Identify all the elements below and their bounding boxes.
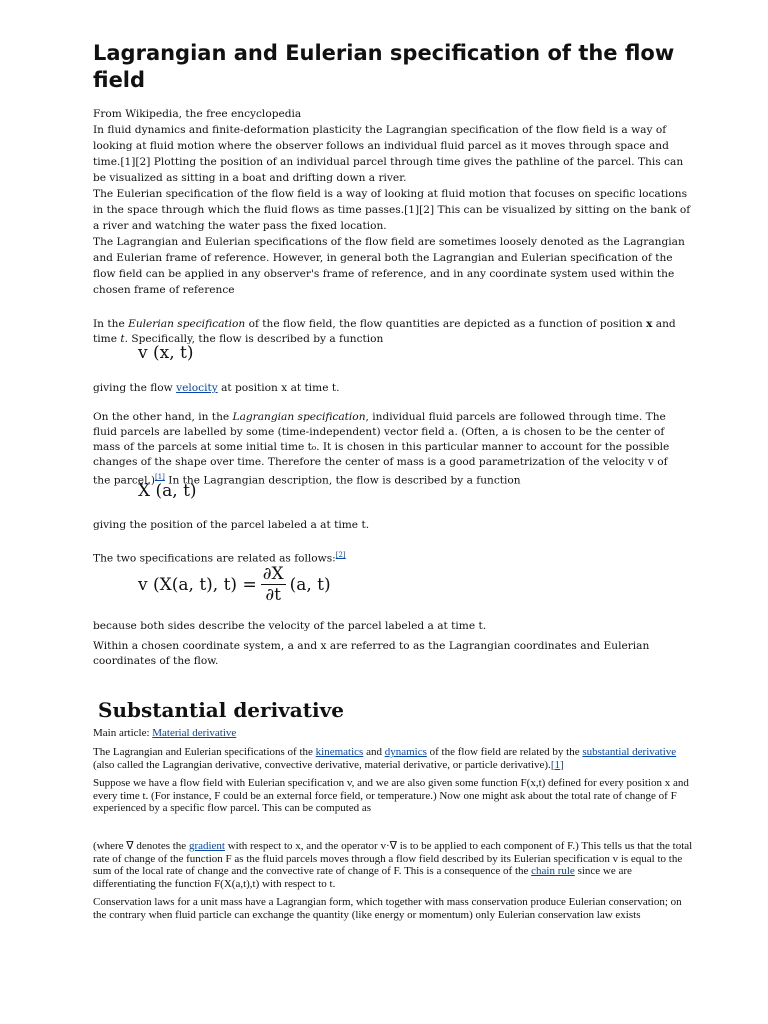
eulerian-intro: In the Eulerian specification of the flow field, the flow quantities are depicted as a function of position x and time t. Specifically, the flow is described by a function	[93, 318, 676, 345]
within-text: Within a chosen coordinate system, a and x are referred to as the Lagrangian coordinates and Eulerian coordinates of the flow.	[93, 640, 650, 667]
substantial-paragraph-2: Suppose we have a flow field with Eulerian specification v, and we are also given some function F(x,t) defined for every position x and every time t. (For instance, F could be an external force field, or temperature.) Now one might ask about the total rate of change of F experienced by a specific flow parcel. This can be computed as	[93, 777, 689, 814]
reference-link-3[interactable]: [1]	[550, 758, 564, 771]
formula-lhs: v (X(a, t), t) =	[138, 574, 257, 595]
gradient-link[interactable]: gradient	[188, 840, 225, 852]
intro-paragraph-1: In fluid dynamics and finite-deformation plasticity the Lagrangian specification of the flow field is a way of looking at fluid motion where the observer follows an individual fluid parcel as it moves through space and time.[1][2] Plotting the position of an individual parcel through time gives the pathline of the parcel. This can be visualized as sitting in a boat and drifting down a river.	[93, 124, 684, 184]
source-line: From Wikipedia, the free encyclopedia	[93, 108, 302, 120]
substantial-paragraph-4: Conservation laws for a unit mass have a Lagrangian form, which together with mass conservation produce Eulerian conservation; on the contrary when fluid particle can exchange the quantity (like energy or momentum) only Eulerian conservation law exists	[93, 896, 682, 921]
lagrangian-formula: X (a, t)	[138, 481, 197, 501]
kinematics-link[interactable]: kinematics	[315, 746, 364, 758]
partial-fraction	[261, 564, 286, 605]
lagrangian-giving: giving the position of the parcel labeled a at time t.	[93, 519, 370, 531]
substantial-derivative-link[interactable]: substantial derivative	[582, 746, 677, 758]
relation-formula	[138, 564, 331, 605]
eulerian-formula: v (x, t)	[138, 343, 194, 363]
page-title: Lagrangian and Eulerian specification of the flow field	[93, 41, 675, 92]
intro-paragraph-2: The Eulerian specification of the flow field is a way of looking at fluid motion that focuses on specific locations in the space through which the fluid flows as time passes.[1][2] This can be visualized by sitting on the bank of a river and watching the water pass the fixed location.	[93, 188, 691, 232]
main-article-line: Main article: Material derivative	[93, 727, 237, 739]
velocity-link[interactable]: velocity	[176, 382, 218, 394]
fraction-numerator: ∂X	[262, 564, 284, 584]
dynamics-link[interactable]: dynamics	[384, 746, 427, 758]
reference-link-1[interactable]: [1]	[154, 473, 165, 481]
section-heading: Substantial derivative	[98, 698, 344, 722]
substantial-paragraph-1: The Lagrangian and Eulerian specifications of the kinematics and dynamics of the flow field are related by the substantial derivative (also called the Lagrangian derivative, convective derivative, material derivative, or particle derivative).[1]	[93, 746, 677, 771]
material-derivative-link[interactable]: Material derivative	[152, 727, 237, 739]
formula-rhs: (a, t)	[289, 574, 331, 595]
fraction-denominator: ∂t	[265, 585, 281, 605]
intro-paragraph-3: The Lagrangian and Eulerian specifications of the flow field are sometimes loosely denoted as the Lagrangian and Eulerian frame of reference. However, in general both the Lagrangian and Eulerian specification of the flow field can be applied in any observer's frame of reference, and in any coordinate system used within the chosen frame of reference	[93, 236, 685, 296]
eulerian-giving: giving the flow velocity at position x at time t.	[93, 382, 340, 394]
because-text: because both sides describe the velocity of the parcel labeled a at time t.	[93, 620, 487, 632]
relation-text: The two specifications are related as follows:[2]	[93, 551, 346, 565]
reference-link-2[interactable]: [2]	[335, 551, 346, 559]
lagrangian-paragraph: On the other hand, in the Lagrangian specification, individual fluid parcels are followed through time. The fluid parcels are labelled by some (time-independent) vector field a. (Often, a is chosen to be the center of mass of the parcels at some initial time t₀. It is chosen in this particular manner to account for the possible changes of the shape over time. Therefore the center of mass is a good parametrization of the velocity v of the parcel.)[1] In the Lagrangian description, the flow is described by a function	[93, 411, 670, 487]
substantial-paragraph-3: (where ∇ denotes the gradient with respect to x, and the operator v·∇ is to be applied to each component of F.) This tells us that the total rate of change of the function F as the fluid parcels moves through a flow field described by its Eulerian specification v is equal to the sum of the local rate of change and the convective rate of change of F. This is a consequence of the chain rule since we are differentiating the function F(X(a,t),t) with respect to t.	[93, 840, 693, 890]
chain-rule-link[interactable]: chain rule	[531, 865, 575, 877]
